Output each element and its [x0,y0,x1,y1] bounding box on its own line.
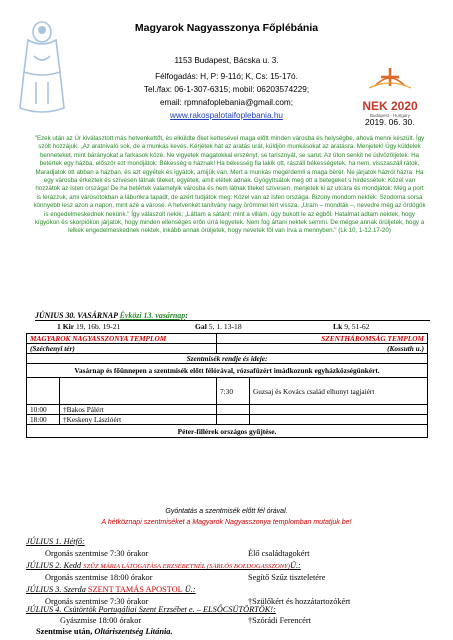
church-1-street: (Széchenyi tér) [27,344,217,354]
rosary-notice: Vasárnap és főünnepen a szentmisék előtt félórával, rózsafüzért imádkozunk egyházközségünkért. [27,364,428,378]
day-heading: JÚLIUS 3. Szerda SZENT TAMÁS APOSTOL Ü.: [26,585,196,594]
day-intention: Segítő Szűz tiszteletére [248,573,326,582]
table-row: 7:30 Guzsaj és Kovács család elhunyt tagjaiért [27,378,428,405]
table-row: 18:00 †Keskeny Lászlóért [27,415,428,425]
email-line: email: rpmnafoplebania@gmail.com; [159,98,293,107]
confession-note: Gyóntatás a szentmisék előtt fél órával. [165,508,288,515]
office-hours: Félfogadás: H, P: 9-11ó; K, Cs: 15-17ó. [155,72,298,81]
church-2-name: SZENTHÁROMSÁG TEMPLOM [217,334,428,344]
phone-line: Tel./fax: 06-1-307-6315; mobil: 06203574229; [143,85,310,94]
nek-2020-logo [355,66,425,118]
nek-subtitle: Budapest · Hungary [369,113,411,118]
day-heading: JÚLIUS 2. Kedd SZŰZ MÁRIA LÁTOGATÁSA ERZSÉBETNÉL (SARLÓS BOLDOGASSZONY)Ü.: [26,561,301,570]
sunday-heading [35,311,430,321]
day-mass: Orgonás szentmise 7:30 órakor [45,597,149,606]
collection-notice: Péter-fillérek országos gyűjtése. [27,425,428,438]
weekday-mass-note: A hétköznapi szentmiséket a Magyarok Nagyasszonya templomban mutatjuk be! [101,519,352,526]
church-2-street: (Kossuth u.) [217,344,428,354]
bulletin-date: 2019. 06. 30. [365,117,415,127]
day-mass: Orgonás szentmise 7:30 órakor [45,549,149,558]
church-1-name: MAGYAROK NAGYASSZONYA TEMPLOM [27,334,217,344]
day-heading: JÚLIUS 4. Csütörtök Portugáliai Szent Erzsébet e. – ELSŐCSÜTÖRTÖK!: [26,605,276,614]
website-link[interactable]: www.rakospalotaifoplebania.hu [170,111,283,120]
nek-emblem-icon [355,66,425,100]
sunday-colon: : [185,311,188,320]
day-heading: JÚLIUS 1. Hétfő: [26,537,85,546]
schedule-order-heading: Szentmisék rendje és ideje: [27,354,428,364]
reading-2: Gal 5, 1. 13-18 [195,322,242,331]
sunday-date: JÚNIUS 30. VASÁRNAP [35,311,118,320]
day-mass: Orgonás szentmise 18:00 órakor [45,573,153,582]
reading-3: Lk 9, 51-62 [333,322,370,331]
sunday-feast: Évközi 13. vasárnap [119,311,186,320]
nek-title: NEK 2020 [362,99,418,113]
day-intention-4: †Szórádi Ferencért [248,616,311,625]
parish-address: 1153 Budapest, Bácska u. 3. [174,56,279,65]
footer-litany: Szentmise után, Oltáriszentség Litánia. [36,627,173,636]
gospel-text: "Ezek után az Úr kiválasztott más hetvenkettőt, és elküldte őket kettesével maga előtt minden városba és helységbe, ahová menni készült. Így szólt hozzájuk: „Az aratnivaló sok, de a munkás kevés. Kérjétek hát az aratás urát, küldjön munkásokat az aratásra. Menjetek! Úgy küldelek benneteket, mint bárányokat a farkasok közé. Ne vigyetek magatokkal erszényt, se tarisznyát, se sarut. Az úton senkit ne üdvözöljetek. Ha betértek egy házba, először ezt mondjátok: Békesség e háznak! Ha békesség fia lakik ott, rászáll békességetek, ha nem, visszaszáll rátok. Maradjatok ott abban a házban, és azt egyétek és igyátok, amijük van. Mert a munkás megérdemli a maga bérét. Ne járjatok házról házra. Ha egy városba érkeztek és szívesen látnak titeket, egyétek, amit elétek adnak. Gyógyítsátok meg ott a betegeket s hirdessétek: Közel van hozzátok az Isten országa! De ha betértek valamelyik városba és nem látnak titeket szívesen, menjetek ki az utcára és mondjátok: Még a port is lerázzuk, ami városotokban a lábunkra tapadt, de azért tudjátok meg: Közel van az Isten országa. Bizony mondom nektek: Szodoma sorsa könnyebb lesz azon a napon, mint azé a városé. A hetvenkét tanítvány nagy örömmel tért vissza. „Uram – mondták –, nevedre még az ördögök is engedelmeskednek nekünk." Így válaszolt nekik: „Láttam a sátánt: mint a villám, úgy bukott le az égből. Hatalmat adtam nektek, hogy kígyókon és skorpiókon járjatok, hogy minden ellenséges erőn úrrá legyetek. Nem fog ártani nektek semmi. De mégse annak örüljetek, hogy a lelkek engedelmeskednek nektek, inkább annak örüljetek, hogy nevetek föl van írva a mennyben." (Lk 10, 1-12.17-20) [33,135,426,235]
day-mass-4: Gyászmise 18:00 órakor [60,616,142,625]
parish-title: Magyarok Nagyasszonya Főplébánia [134,22,319,34]
day-intention: Élő családtagokért [248,549,310,558]
mass-schedule-table [26,333,428,438]
table-row: 10:00 †Bakos Pálért [27,405,428,415]
reading-1: 1 Kir 19, 16b. 19-21 [57,322,121,331]
day-intention: †Szülőkért és hozzátartozókért [248,597,351,606]
